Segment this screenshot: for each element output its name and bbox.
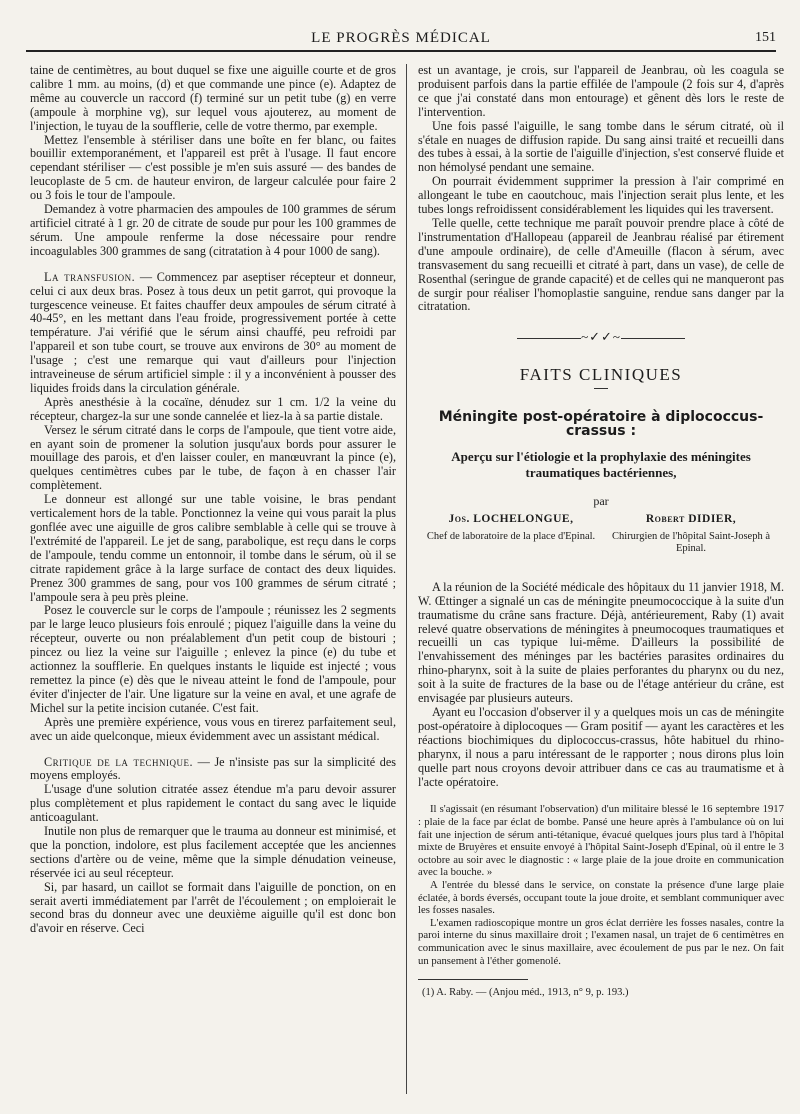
footnote: (1) A. Raby. — (Anjou méd., 1913, n° 9, p. 193.) <box>422 987 629 999</box>
paragraph-transfusion: La transfusion. — Commencez par aseptiser récepteur et donneur, celui ci aux deux bras. Posez à tous deux un petit garrot, qui provoque la turgescence veineuse. Et faites chauffer deux ampoules de sérum citraté à 40-45°, en les mettant dans l'eau froide, progressivement portée à cette température. J'ai vérifié que le sérum ainsi chauffé, peu refroidi par l'appareil et son tube court, se trouve aux environs de 30° au moment de l'usage ; c'est une remarque qui vaut d'ailleurs pour l'injection intraveineuse de sérum artificiel simple : il y a inconvénient à pousser des liquides froids dans la circulation générale. <box>30 269 396 395</box>
paragraph: Telle quelle, cette technique me paraît pouvoir prendre place à côté de l'instrumentation d'Hallopeau (appareil de Jeanbrau réalisé par étirement d'une ampoule ordinaire), de celle d'Ameuille (flacon à sérum, avec transvasement du sang recueilli et citraté à part, dans un vase), de celle de Rosenthal (seringue de grande capacité) et de celles qui ne manqueront pas de surgir pour réaliser l'homoplastie sanguine, rendue sans danger par la citratation. <box>418 215 784 314</box>
observation <box>418 803 784 967</box>
paragraph: Après anesthésie à la cocaïne, dénudez sur 1 cm. 1/2 la veine du récepteur, chargez-la sur une sonde cannelée et liez-la à sa partie distale. <box>30 394 396 423</box>
author-name: Robert DIDIER, <box>645 512 737 525</box>
paragraph: Une fois passé l'aiguille, le sang tombe dans le sérum citraté, où il s'étale en nuages de diffusion rapide. Du sang ainsi traité et recueilli dans des tubes à essai, à la sortie de l'aiguille d'injection, s'est conservé fluide et non hémolysé pendant une semaine. <box>418 118 784 175</box>
paragraph-critique: Critique de la technique. — Je n'insiste pas sur la simplicité des moyens employés. <box>30 754 396 783</box>
journal-title: LE PROGRÈS MÉDICAL <box>311 30 491 46</box>
article-title: Méningite post-opératoire à diplococcus-crassus : <box>438 409 764 440</box>
observation-paragraph: Il s'agissait (en résumant l'observation) d'un militaire blessé le 16 septembre 1917 : plaie de la face par éclat de bombe. Pansé une heure après à l'ambulance où on lui fait une injection de sérum anti-tétanique, évacué quelques jours plus tard à l'hôpital mixte de Bruyères et ensuite envoyé à l'hôpital Saint-Joseph d'Epinal, où il entre le 3 octobre au soir avec le diagnostic : « large plaie de la joue droite en communication avec la bouche. » <box>418 803 784 879</box>
paragraph: Ayant eu l'occasion d'observer il y a quelques mois un cas de méningite post-opératoire à diplocoques — Gram positif — ayant les caractères et les réactions biochimiques du diplococcus-crassus, hôte habituel du rhino-pharynx, il nous a paru intéressant de le rapporter ; nous dirons plus loin quelle part nous croyons devoir attribuer dans ce cas au traumatisme et à l'acte opératoire. <box>418 705 784 789</box>
paragraph: L'usage d'une solution citratée assez étendue m'a paru devoir assurer plus complètement et plus rapidement le contact du sang avec le liquide anticoagulant. <box>30 782 396 825</box>
observation-paragraph: A l'entrée du blessé dans le service, on constate la présence d'une large plaie éclatée, à bords éversés, occupant toute la joue droite, et semblant communiquer avec les fosses nasales. <box>418 879 784 917</box>
observation-paragraph: L'examen radioscopique montre un gros éclat derrière les fosses nasales, contre la paroi interne du sinus maxillaire droit ; l'examen nasal, un trajet de 6 centimètres en communication avec le sinus maxillaire, avec écoulement de pus par le nez. On fait un pansement à l'éther gomenolé. <box>418 916 784 967</box>
page-number: 151 <box>755 30 776 45</box>
section-label: La transfusion. <box>44 269 136 284</box>
left-column <box>30 64 396 1094</box>
paragraph: Mettez l'ensemble à stériliser dans une boîte en fer blanc, ou faites bouillir extemporanément, et l'appareil est prêt à l'usage. Il faut encore cependant stériliser — c'est possible je m'en suis assuré — des bandes de leucoplaste de 5 cm. de hauteur environ, de largeur calculée pour faire 2 ou 3 fois le tour de l'ampoule. <box>30 132 396 203</box>
author-role: Chef de laboratoire de la place d'Epinal. <box>426 530 596 542</box>
section-heading: FAITS CLINIQUES <box>519 365 683 385</box>
heading-rule <box>594 388 608 389</box>
authors <box>426 513 776 555</box>
page-header <box>26 28 776 52</box>
paragraph: Inutile non plus de remarquer que le trauma au donneur est minimisé, et que la ponction, indolore, est plus facilement acceptée que les anciennes sections d'artère ou de veine, même que la simple dénudation veineuse, réservée ici au seul récepteur. <box>30 824 396 880</box>
column-divider <box>406 64 407 1094</box>
paragraph: On pourrait évidemment supprimer la pression à l'air comprimé en allongeant le tube en caoutchouc, mais l'injection serait plus lente, et les tubes longs refroidissent considérablement les liquides qui les traversent. <box>418 174 784 217</box>
author-2 <box>606 513 776 555</box>
paragraph: Versez le sérum citraté dans le corps de l'ampoule, que tient votre aide, en ayant soin de promener la solution jusqu'aux bords pour assurer le mouillage des parois, et d'en laisser couler, en manœuvrant la pince (e), quelques centimètres cubes par le tube, de façon à en chasser l'air complètement. <box>30 422 396 493</box>
author-name: Jos. LOCHELONGUE, <box>448 512 574 525</box>
paragraph: Posez le couvercle sur le corps de l'ampoule ; réunissez les 2 segments par le large leuco plusieurs fois enroulé ; piquez l'aiguille dans la veine du récepteur, ouverte ou non préalablement d'un petit coup de bistouri ; pincez ou liez la veine sur l'aiguille ; enlevez la pince (e) du tube et actionnez la soufflerie. En quelques instants le liquide est injecté ; vous remettez la pince (e) dès que le niveau atteint le fond de l'ampoule, pour éviter d'injecter de l'air. Une ligature sur la veine en aval, et une agrafe de Michel sur la petite incision cutanée. C'est fait. <box>30 603 396 715</box>
paragraph: Demandez à votre pharmacien des ampoules de 100 grammes de sérum artificiel citraté à 1 gr. 20 de citrate de soude pur pour les 100 grammes de sérum. Une ampoule renferme la dose nécessaire pour rendre incoagulables 300 grammes de sang (citratation à 4 pour 1000 de sang). <box>30 202 396 258</box>
section-label: Critique de la technique. <box>44 754 194 769</box>
paragraph: A la réunion de la Société médicale des hôpitaux du 11 janvier 1918, M. W. Œttinger a signalé un cas de méningite pneumococcique à la suite d'un traumatisme du crâne sans fracture. Déjà, antérieurement, Raby (1) avait relevé quatre observations de méningites à pneumocoques traumatiques et recueilli un cas typique lui-même. D'ailleurs la possibilité de l'envahissement des méninges par les bactéries parasites ordinaires du rhino-pharynx, soit à la suite de plaies perforantes du pharynx ou du nez, soit à la suite de fractures de la base ou de l'étage antérieur du crâne, est envisagée par plusieurs auteurs. <box>418 579 784 706</box>
footnote-rule <box>418 979 528 980</box>
article-subtitle: Aperçu sur l'étiologie et la prophylaxie des méningites traumatiques bactériennes, <box>451 448 751 480</box>
paragraph: taine de centimètres, au bout duquel se fixe une aiguille courte et de gros calibre 1 mm. au moins, (d) et que commande une pince (e). Adaptez de même au couvercle un raccord (f) terminé sur un petit tube (g) en verre (ampoule à morphine vg), sur lequel vous ajouterez, au moment de l'injection, le tuyau de la soufflerie, celle de votre thermo, par exemple. <box>30 64 396 133</box>
author-1 <box>426 513 596 555</box>
byline-par: par <box>593 493 609 508</box>
paragraph: Si, par hasard, un caillot se formait dans l'aiguille de ponction, on en serait averti immédiatement par l'arrêt de l'écoulement ; on emploierait le second bras du donneur avec une deuxième aiguille qu'il est donc bon d'avoir en réserve. Ceci <box>30 879 396 936</box>
author-role: Chirurgien de l'hôpital Saint-Joseph à Epinal. <box>611 530 770 554</box>
paragraph: est un avantage, je crois, sur l'appareil de Jeanbrau, où les coagula se produisent parfois dans la partie effilée de l'ampoule (2 fois sur 4, d'après ce que j'ai constaté dans mon entourage) et gênent dès lors le reste de l'intervention. <box>418 64 784 119</box>
paragraph: Après une première expérience, vous vous en tirerez parfaitement seul, avec un aide quelconque, mieux évidemment avec un assistant médical. <box>30 714 396 743</box>
right-column <box>418 64 784 1094</box>
section-ornament: ~✓✓~ <box>418 330 784 344</box>
paragraph: Le donneur est allongé sur une table voisine, le bras pendant verticalement hors de la table. Ponctionnez la veine qui vous parait la plus gonflée avec une aiguille de gros calibre semblable à celle qui se trouve à l'extrémité de l'appareil. Le jet de sang, parabolique, est reçu dans le corps de l'ampoule, tendu comme un entonnoir, il tombe dans le sérum, où il se citrate rapidement grâce à la large surface de contact des deux liquides. Prenez 300 grammes de sang, pour vos 100 grammes de sérum citraté ; l'ampoule sera à peu près pleine. <box>30 492 396 604</box>
